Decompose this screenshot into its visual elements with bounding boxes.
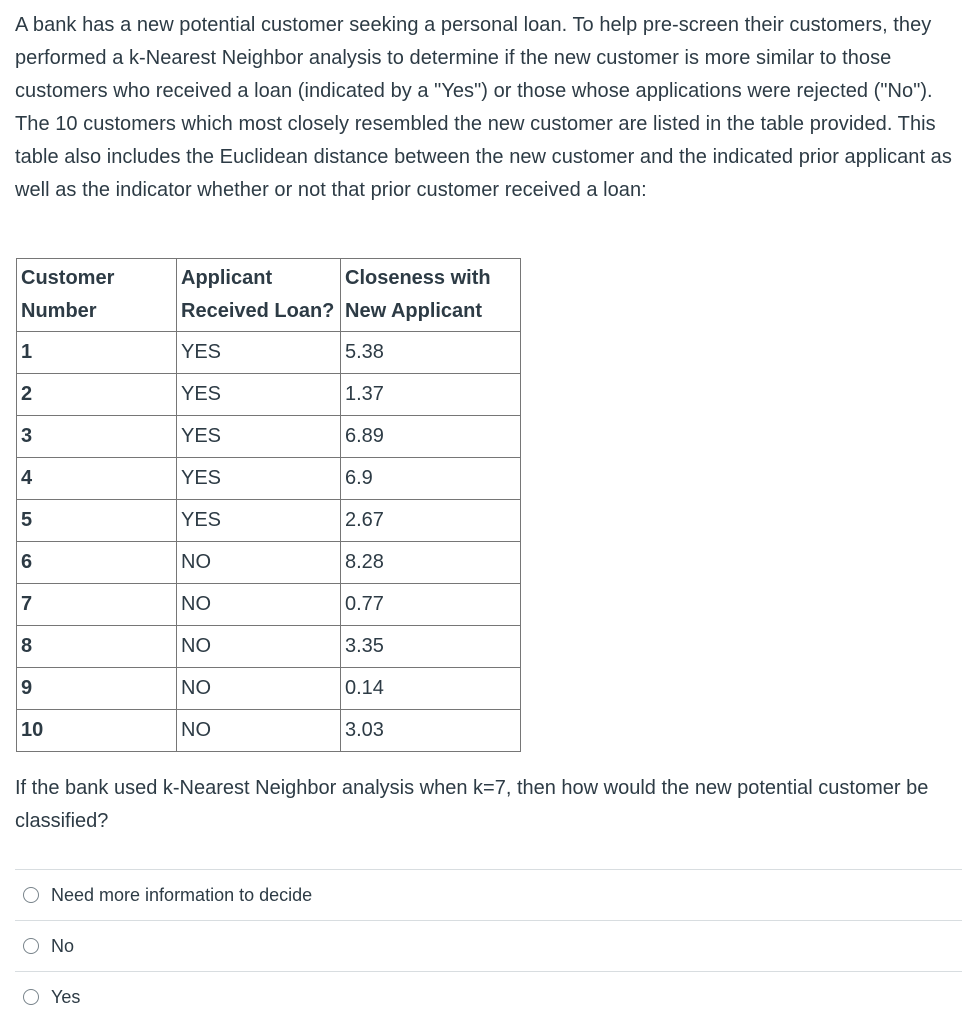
header-customer-number <box>17 259 177 332</box>
radio-button-icon[interactable] <box>23 887 39 903</box>
closeness-cell: 8.28 <box>341 542 521 584</box>
answer-option-need-more-info[interactable] <box>15 869 962 920</box>
table-row <box>17 584 521 626</box>
customer-number-cell: 3 <box>17 416 177 458</box>
closeness-cell: 2.67 <box>341 500 521 542</box>
answer-options <box>15 869 962 1022</box>
radio-button-icon[interactable] <box>23 989 39 1005</box>
closeness-cell: 5.38 <box>341 332 521 374</box>
customer-number-cell: 6 <box>17 542 177 584</box>
question-text: A bank has a new potential customer seeking a personal loan. To help pre-screen their customers, they performed a k-Nearest Neighbor analysis to determine if the new customer is more similar to those customers who received a loan (indicated by a "Yes") or those whose applications were rejected ("No"). The 10 customers which most closely resembled the new customer are listed in the table provided. This table also includes the Euclidean distance between the new customer and the indicated prior applicant as well as the indicator whether or not that prior customer received a loan: <box>15 14 952 201</box>
customer-number-cell: 4 <box>17 458 177 500</box>
received-loan-cell: YES <box>177 500 341 542</box>
received-loan-cell: NO <box>177 584 341 626</box>
closeness-cell: 1.37 <box>341 374 521 416</box>
received-loan-cell: NO <box>177 668 341 710</box>
closeness-cell: 0.77 <box>341 584 521 626</box>
answer-label: Yes <box>51 986 81 1007</box>
table-row <box>17 374 521 416</box>
customer-number-cell: 1 <box>17 332 177 374</box>
table-header-row <box>17 259 521 332</box>
table-row <box>17 332 521 374</box>
received-loan-cell: YES <box>177 416 341 458</box>
answer-option-no[interactable] <box>15 920 962 971</box>
received-loan-cell: NO <box>177 626 341 668</box>
table-row <box>17 458 521 500</box>
header-text: Customer <box>21 267 115 289</box>
closeness-cell: 6.9 <box>341 458 521 500</box>
header-text: Number <box>21 300 97 322</box>
closeness-cell: 6.89 <box>341 416 521 458</box>
header-closeness <box>341 259 521 332</box>
customer-number-cell: 2 <box>17 374 177 416</box>
customer-number-cell: 5 <box>17 500 177 542</box>
header-text: New Applicant <box>345 300 483 322</box>
received-loan-cell: NO <box>177 542 341 584</box>
header-text: Applicant <box>181 267 273 289</box>
closeness-cell: 3.03 <box>341 710 521 752</box>
closeness-cell: 3.35 <box>341 626 521 668</box>
header-text: Closeness with <box>345 267 491 289</box>
table-row <box>17 710 521 752</box>
customer-number-cell: 7 <box>17 584 177 626</box>
answer-label: No <box>51 935 75 956</box>
customer-number-cell: 9 <box>17 668 177 710</box>
received-loan-cell: YES <box>177 458 341 500</box>
table-row <box>17 542 521 584</box>
answer-option-yes[interactable] <box>15 971 962 1022</box>
answer-label: Need more information to decide <box>51 884 313 905</box>
radio-button-icon[interactable] <box>23 938 39 954</box>
neighbors-table <box>16 258 521 752</box>
table-row <box>17 668 521 710</box>
received-loan-cell: YES <box>177 374 341 416</box>
customer-number-cell: 10 <box>17 710 177 752</box>
customer-number-cell: 8 <box>17 626 177 668</box>
header-received-loan <box>177 259 341 332</box>
table-row <box>17 416 521 458</box>
closeness-cell: 0.14 <box>341 668 521 710</box>
received-loan-cell: YES <box>177 332 341 374</box>
followup-question: If the bank used k-Nearest Neighbor analysis when k=7, then how would the new potential customer be classified? <box>15 777 929 832</box>
received-loan-cell: NO <box>177 710 341 752</box>
header-text: Received Loan? <box>181 300 335 322</box>
table-row <box>17 626 521 668</box>
table-row <box>17 500 521 542</box>
